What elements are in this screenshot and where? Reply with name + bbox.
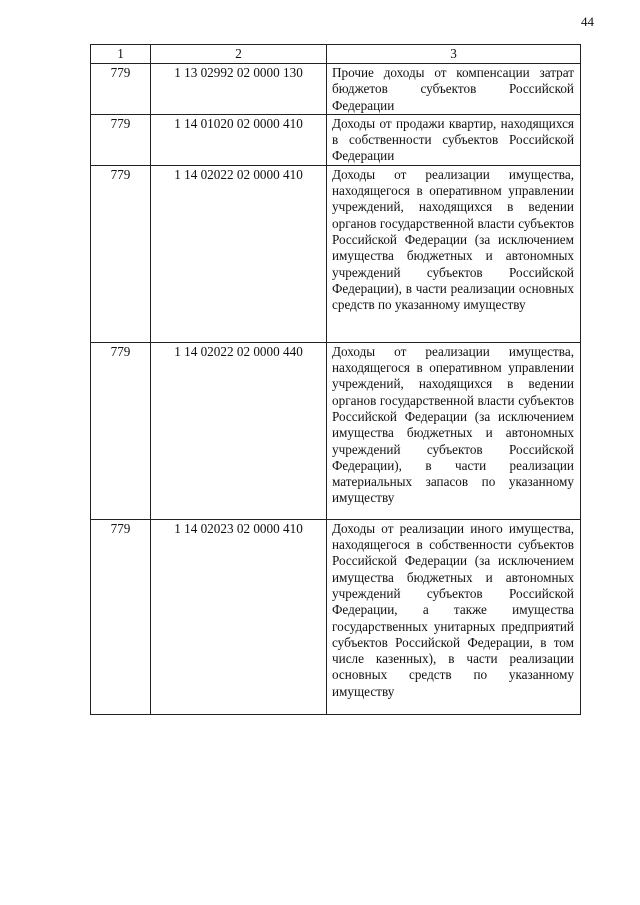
revenue-name-cell: Доходы от реализации имущества, находящегося в оперативном управлении учреждений, находящихся в ведении органов государственной власти субъектов Российской Федерации (за исключением имущества бюджетных и автономных учреждений субъектов Российской Федерации), в части реализации основных средств по указанному имуществу — [327, 165, 581, 342]
revenue-name-cell: Доходы от реализации имущества, находящегося в оперативном управлении учреждений, находящихся в ведении органов государственной власти субъектов Российской Федерации (за исключением имущества бюджетных и автономных учреждений субъектов Российской Федерации), в части реализации материальных запасов по указанному имуществу — [327, 342, 581, 519]
admin-code-cell: 779 — [91, 519, 151, 714]
budget-code-cell: 1 14 02022 02 0000 440 — [151, 342, 327, 519]
table-row — [91, 342, 581, 519]
revenue-name-cell: Прочие доходы от компенсации затрат бюджетов субъектов Российской Федерации — [327, 64, 581, 115]
table-row — [91, 64, 581, 115]
budget-code-cell: 1 14 02022 02 0000 410 — [151, 165, 327, 342]
page-number: 44 — [581, 14, 594, 29]
budget-code-cell: 1 14 01020 02 0000 410 — [151, 114, 327, 165]
budget-code-cell: 1 13 02992 02 0000 130 — [151, 64, 327, 115]
table-row — [91, 165, 581, 342]
table-row — [91, 519, 581, 714]
revenue-codes-table — [90, 44, 581, 715]
admin-code-cell: 779 — [91, 114, 151, 165]
column-header-1: 1 — [91, 45, 151, 64]
budget-code-cell: 1 14 02023 02 0000 410 — [151, 519, 327, 714]
revenue-name-cell: Доходы от реализации иного имущества, находящегося в собственности субъектов Российской Федерации (за исключением имущества бюджетных и автономных учреждений субъектов Российской Федерации, а также имущества государственных унитарных предприятий субъектов Российской Федерации, в том числе казенных), в части реализации основных средств по указанному имуществу — [327, 519, 581, 714]
column-header-3: 3 — [327, 45, 581, 64]
table-header-row — [91, 45, 581, 64]
column-header-2: 2 — [151, 45, 327, 64]
revenue-name-cell: Доходы от продажи квартир, находящихся в собственности субъектов Российской Федерации — [327, 114, 581, 165]
admin-code-cell: 779 — [91, 64, 151, 115]
admin-code-cell: 779 — [91, 165, 151, 342]
admin-code-cell: 779 — [91, 342, 151, 519]
table-row — [91, 114, 581, 165]
